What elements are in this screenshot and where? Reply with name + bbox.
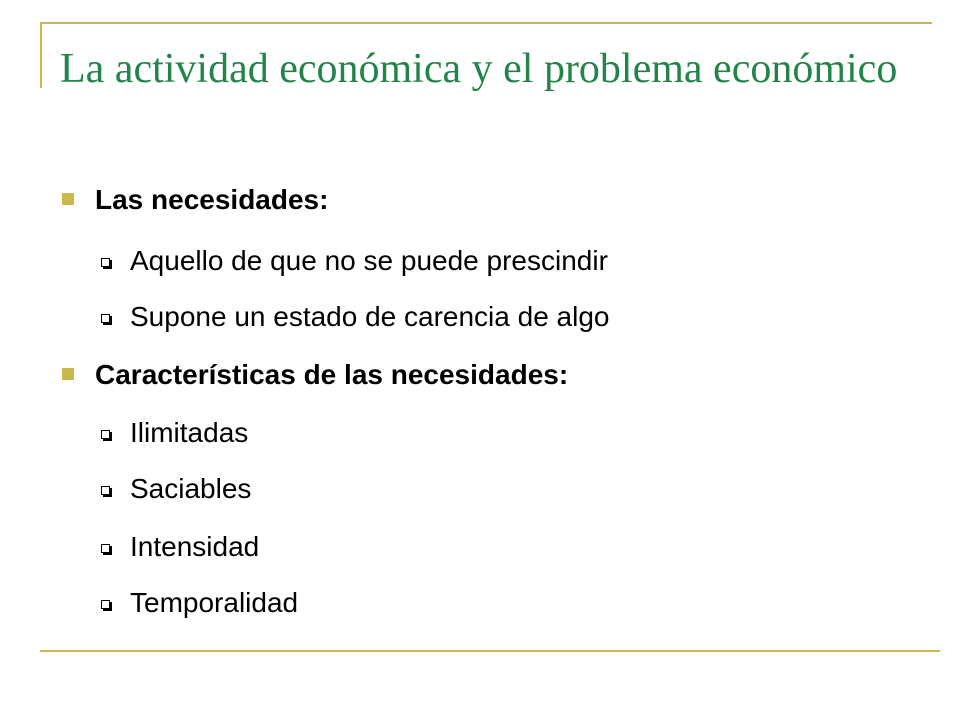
bullet-text: Características de las necesidades:: [95, 359, 569, 390]
hollow-square-bullet-icon: [101, 544, 110, 553]
hollow-square-bullet-icon: [101, 600, 110, 609]
filled-square-bullet-icon: [62, 193, 74, 205]
sub-bullet-text: Temporalidad: [130, 587, 299, 618]
sub-bullet-text: Intensidad: [130, 531, 260, 562]
sub-bullet-item-intensidad: [0, 527, 960, 567]
bullet-item-caracteristicas: [0, 355, 960, 395]
sub-bullet-text: Ilimitadas: [130, 417, 249, 448]
bullet-text: Las necesidades:: [95, 184, 329, 215]
hollow-square-bullet-icon: [101, 430, 110, 439]
sub-bullet-item-prescindir: [0, 241, 960, 281]
sub-bullet-item-temporalidad: [0, 583, 960, 623]
sub-bullet-text: Saciables: [130, 473, 252, 504]
filled-square-bullet-icon: [62, 368, 74, 380]
hollow-square-bullet-icon: [101, 258, 110, 267]
bullet-item-necesidades: [0, 180, 960, 220]
hollow-square-bullet-icon: [101, 314, 110, 323]
sub-bullet-text: Aquello de que no se puede prescindir: [130, 245, 608, 276]
slide-title: La actividad económica y el problema económico: [60, 46, 898, 92]
sub-bullet-item-saciables: [0, 469, 960, 509]
sub-bullet-item-carencia: [0, 297, 960, 337]
sub-bullet-text: Supone un estado de carencia de algo: [130, 301, 610, 332]
sub-bullet-item-ilimitadas: [0, 413, 960, 453]
hollow-square-bullet-icon: [101, 486, 110, 495]
